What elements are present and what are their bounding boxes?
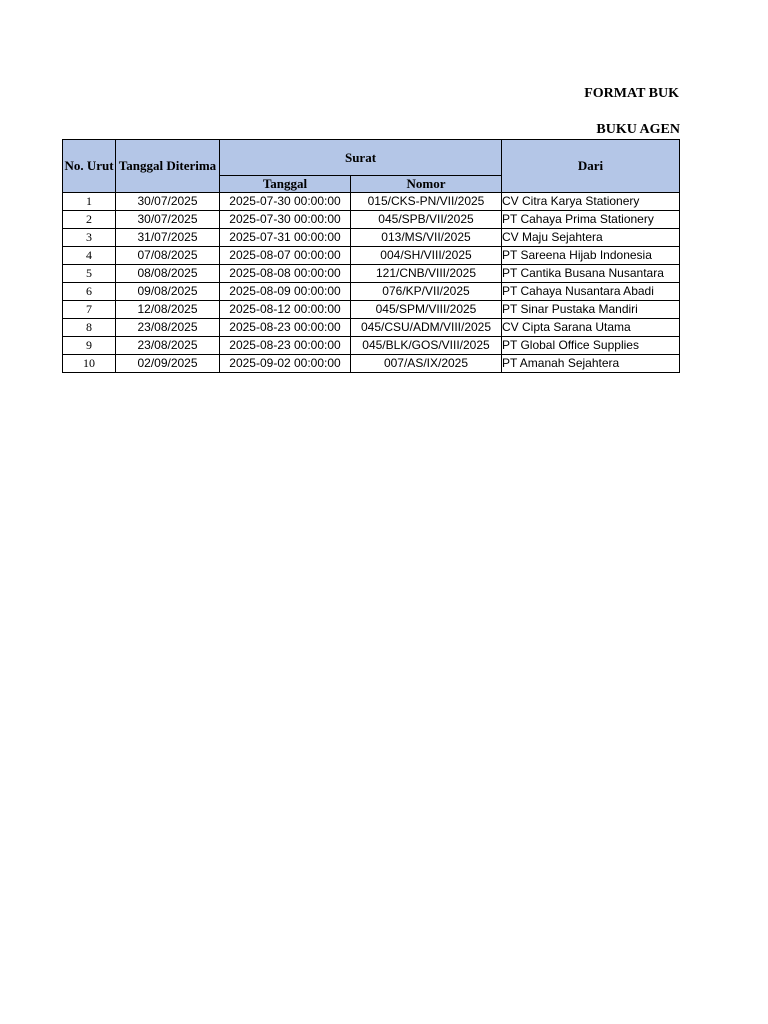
cell-no-urut: 10 xyxy=(63,355,116,373)
cell-no-urut: 2 xyxy=(63,211,116,229)
cell-tanggal-diterima: 08/08/2025 xyxy=(116,265,220,283)
cell-surat-tanggal: 2025-08-23 00:00:00 xyxy=(220,337,351,355)
cell-no-urut: 4 xyxy=(63,247,116,265)
cell-surat-tanggal: 2025-08-23 00:00:00 xyxy=(220,319,351,337)
cell-surat-tanggal: 2025-08-07 00:00:00 xyxy=(220,247,351,265)
table-row xyxy=(63,301,680,319)
cell-tanggal-diterima: 23/08/2025 xyxy=(116,319,220,337)
cell-surat-nomor: 045/CSU/ADM/VIII/2025 xyxy=(351,319,502,337)
cell-tanggal-diterima: 02/09/2025 xyxy=(116,355,220,373)
document-subtitle: BUKU AGEN xyxy=(596,122,680,137)
cell-surat-nomor: 007/AS/IX/2025 xyxy=(351,355,502,373)
header-dari: Dari xyxy=(502,140,680,193)
cell-no-urut: 6 xyxy=(63,283,116,301)
document-title: FORMAT BUK xyxy=(584,86,679,101)
cell-no-urut: 5 xyxy=(63,265,116,283)
table-row xyxy=(63,247,680,265)
cell-tanggal-diterima: 23/08/2025 xyxy=(116,337,220,355)
header-surat-nomor: Nomor xyxy=(351,176,502,193)
cell-dari: PT Cahaya Prima Stationery xyxy=(502,211,680,229)
cell-surat-tanggal: 2025-07-31 00:00:00 xyxy=(220,229,351,247)
table-row xyxy=(63,319,680,337)
cell-tanggal-diterima: 12/08/2025 xyxy=(116,301,220,319)
cell-no-urut: 7 xyxy=(63,301,116,319)
table-row xyxy=(63,337,680,355)
header-no-urut: No. Urut xyxy=(63,140,116,193)
cell-surat-nomor: 013/MS/VII/2025 xyxy=(351,229,502,247)
cell-surat-nomor: 045/SPB/VII/2025 xyxy=(351,211,502,229)
table-row xyxy=(63,193,680,211)
cell-surat-nomor: 015/CKS-PN/VII/2025 xyxy=(351,193,502,211)
cell-dari: PT Sinar Pustaka Mandiri xyxy=(502,301,680,319)
cell-dari: CV Maju Sejahtera xyxy=(502,229,680,247)
table-row xyxy=(63,229,680,247)
table-row xyxy=(63,265,680,283)
header-tanggal-diterima: Tanggal Diterima xyxy=(116,140,220,193)
cell-surat-tanggal: 2025-08-12 00:00:00 xyxy=(220,301,351,319)
cell-no-urut: 1 xyxy=(63,193,116,211)
table-row xyxy=(63,355,680,373)
header-surat: Surat xyxy=(220,140,502,176)
cell-dari: CV Citra Karya Stationery xyxy=(502,193,680,211)
cell-surat-tanggal: 2025-07-30 00:00:00 xyxy=(220,193,351,211)
cell-tanggal-diterima: 07/08/2025 xyxy=(116,247,220,265)
cell-surat-nomor: 045/SPM/VIII/2025 xyxy=(351,301,502,319)
register-table xyxy=(62,139,680,373)
cell-dari: PT Cantika Busana Nusantara xyxy=(502,265,680,283)
cell-surat-nomor: 076/KP/VII/2025 xyxy=(351,283,502,301)
cell-dari: PT Global Office Supplies xyxy=(502,337,680,355)
cell-surat-nomor: 045/BLK/GOS/VIII/2025 xyxy=(351,337,502,355)
cell-tanggal-diterima: 30/07/2025 xyxy=(116,211,220,229)
cell-no-urut: 9 xyxy=(63,337,116,355)
cell-dari: PT Amanah Sejahtera xyxy=(502,355,680,373)
cell-dari: CV Cipta Sarana Utama xyxy=(502,319,680,337)
cell-dari: PT Sareena Hijab Indonesia xyxy=(502,247,680,265)
cell-surat-nomor: 121/CNB/VIII/2025 xyxy=(351,265,502,283)
cell-dari: PT Cahaya Nusantara Abadi xyxy=(502,283,680,301)
cell-surat-tanggal: 2025-09-02 00:00:00 xyxy=(220,355,351,373)
cell-no-urut: 8 xyxy=(63,319,116,337)
cell-tanggal-diterima: 31/07/2025 xyxy=(116,229,220,247)
header-surat-tanggal: Tanggal xyxy=(220,176,351,193)
table-row xyxy=(63,211,680,229)
cell-surat-tanggal: 2025-08-09 00:00:00 xyxy=(220,283,351,301)
cell-surat-tanggal: 2025-07-30 00:00:00 xyxy=(220,211,351,229)
cell-surat-nomor: 004/SH/VIII/2025 xyxy=(351,247,502,265)
register-table-body xyxy=(63,193,680,373)
table-row xyxy=(63,283,680,301)
cell-surat-tanggal: 2025-08-08 00:00:00 xyxy=(220,265,351,283)
cell-tanggal-diterima: 09/08/2025 xyxy=(116,283,220,301)
cell-no-urut: 3 xyxy=(63,229,116,247)
cell-tanggal-diterima: 30/07/2025 xyxy=(116,193,220,211)
